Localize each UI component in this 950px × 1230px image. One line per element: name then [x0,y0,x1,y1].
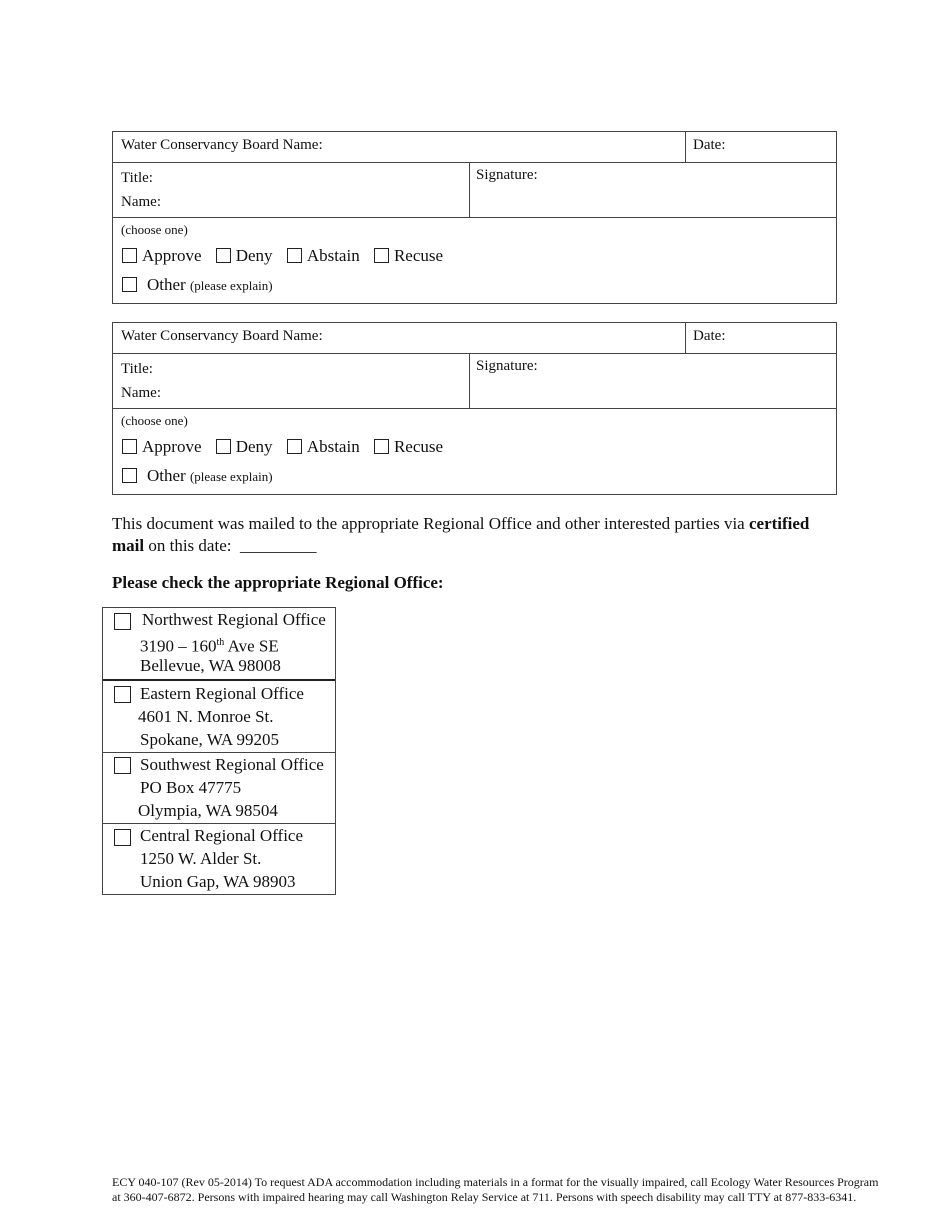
other-label: Other [147,466,186,485]
abstain-checkbox[interactable] [287,439,302,454]
approve-label: Approve [142,246,202,265]
vote-choice-row [113,409,836,494]
vote-options [122,437,453,457]
southwest-office-checkbox[interactable] [114,757,131,774]
abstain-checkbox[interactable] [287,248,302,263]
ada-footer [112,1175,917,1205]
board-name-label: Water Conservancy Board Name: [121,137,323,153]
divider [685,132,686,162]
name-label: Name: [121,194,161,210]
mailing-date-field[interactable]: _________ [239,536,317,555]
board-row [113,132,836,163]
footer-line-1: ECY 040-107 (Rev 05-2014) To request ADA accommodation including materials in a format for the visually impaired, call Ecology Water Resources Program [112,1175,879,1189]
date-label: Date: [693,328,726,344]
recuse-label: Recuse [393,246,444,265]
abstain-label: Abstain [306,246,360,265]
deny-checkbox[interactable] [216,439,231,454]
signature-label: Signature: [476,167,538,183]
approve-checkbox[interactable] [122,439,137,454]
office-city: Bellevue, WA 98008 [140,656,281,675]
deny-label: Deny [235,437,273,456]
office-city: Spokane, WA 99205 [140,730,279,749]
title-label: Title: [121,170,153,186]
mailing-text-end: on this date: [144,536,232,555]
mailing-text: This document was mailed to the appropriate Regional Office and other interested parties via [112,514,749,533]
office-central [103,824,335,894]
divider [103,679,335,681]
divider [685,323,686,353]
other-option [122,466,273,486]
office-name: Northwest Regional Office [142,610,326,629]
vote-options [122,246,453,266]
vote-block-2 [112,322,837,495]
recuse-checkbox[interactable] [374,439,389,454]
board-row [113,323,836,354]
office-name: Southwest Regional Office [140,755,324,774]
office-address: PO Box 47775 [140,778,242,797]
footer-line-2: at 360-407-6872. Persons with impaired hearing may call Washington Relay Service at 711. Persons with speech disability may call TTY at 877-833-6341. [112,1190,857,1204]
regional-office-heading: Please check the appropriate Regional Office: [112,573,444,592]
approve-label: Approve [142,437,202,456]
choose-one-label: (choose one) [121,222,188,237]
signature-label: Signature: [476,358,538,374]
vote-choice-row [113,218,836,303]
office-name: Eastern Regional Office [140,684,304,703]
office-address: 4601 N. Monroe St. [138,707,274,726]
title-label: Title: [121,361,153,377]
central-office-checkbox[interactable] [114,829,131,846]
deny-label: Deny [235,246,273,265]
mailing-statement [112,513,832,557]
address-sup: th [216,637,225,648]
divider [469,163,470,217]
eastern-office-checkbox[interactable] [114,686,131,703]
other-hint: (please explain) [189,278,273,293]
date-label: Date: [693,137,726,153]
office-city: Olympia, WA 98504 [138,801,278,820]
title-signature-row [113,354,836,409]
abstain-label: Abstain [306,437,360,456]
recuse-checkbox[interactable] [374,248,389,263]
address-suffix: Ave SE [224,636,279,656]
office-name: Central Regional Office [140,826,304,845]
office-northwest [103,608,335,680]
vote-block-1 [112,131,837,304]
office-city: Union Gap, WA 98903 [140,872,296,891]
other-checkbox[interactable] [122,468,137,483]
approve-checkbox[interactable] [122,248,137,263]
deny-checkbox[interactable] [216,248,231,263]
address-prefix: 3190 – 160 [140,636,217,656]
regional-office-list [102,607,336,895]
northwest-office-checkbox[interactable] [114,613,131,630]
other-label: Other [147,275,186,294]
office-address: 1250 W. Alder St. [140,849,262,868]
other-hint: (please explain) [189,469,273,484]
office-eastern [103,682,335,752]
certified-mail-text: certified mail [112,514,810,555]
other-checkbox[interactable] [122,277,137,292]
name-label: Name: [121,385,161,401]
board-name-label: Water Conservancy Board Name: [121,328,323,344]
other-option [122,275,273,295]
divider [469,354,470,408]
office-southwest [103,753,335,823]
title-signature-row [113,163,836,218]
recuse-label: Recuse [393,437,444,456]
choose-one-label: (choose one) [121,413,188,428]
